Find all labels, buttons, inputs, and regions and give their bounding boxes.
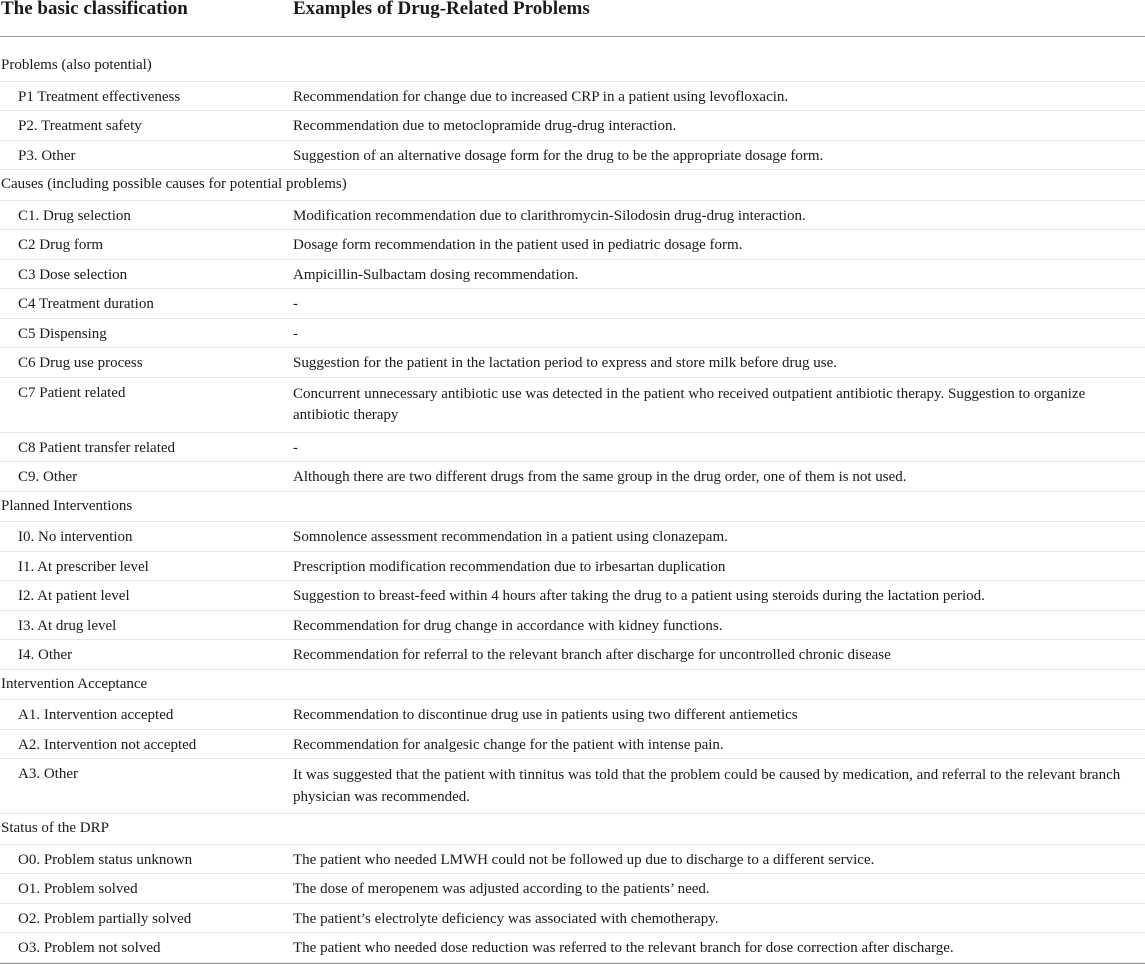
table-row — [0, 933, 1145, 963]
classification-cell: O2. Problem partially solved — [18, 910, 192, 927]
example-cell: - — [293, 439, 298, 456]
table-row — [0, 904, 1145, 934]
classification-cell: I4. Other — [18, 647, 73, 663]
example-cell: Recommendation for referral to the relevant branch after discharge for uncontrolled chronic disease — [293, 647, 891, 663]
table-row — [0, 700, 1145, 730]
classification-cell: C7 Patient related — [18, 384, 126, 401]
table-row — [0, 640, 1145, 670]
section-row — [0, 51, 1145, 82]
section-row — [0, 670, 1145, 701]
classification-cell: A1. Intervention accepted — [18, 707, 174, 723]
classification-cell: P2. Treatment safety — [18, 118, 142, 134]
classification-cell: A3. Other — [18, 766, 78, 782]
classification-cell: C8 Patient transfer related — [18, 439, 176, 456]
section-title: Intervention Acceptance — [1, 675, 148, 692]
table-body — [0, 37, 1145, 963]
table-row — [0, 82, 1145, 112]
classification-cell: O0. Problem status unknown — [18, 851, 193, 868]
table-row — [0, 611, 1145, 641]
classification-cell: O3. Problem not solved — [18, 940, 161, 956]
example-cell: Suggestion for the patient in the lactation period to express and store milk before drug use. — [293, 355, 838, 371]
table-row — [0, 111, 1145, 141]
column-header-classification: The basic classification — [1, 0, 188, 19]
section-title: Status of the DRP — [1, 820, 109, 836]
example-cell: Dosage form recommendation in the patient used in pediatric dosage form. — [293, 237, 743, 253]
example-cell: Somnolence assessment recommendation in a patient using clonazepam. — [293, 529, 728, 545]
table-row — [0, 289, 1145, 319]
table-row — [0, 581, 1145, 611]
example-cell: The patient who needed LMWH could not be followed up due to discharge to a different service. — [293, 851, 875, 868]
table-row — [0, 260, 1145, 290]
table-bottom-rule — [0, 963, 1145, 964]
classification-cell: A2. Intervention not accepted — [18, 736, 197, 753]
section-row — [0, 170, 1145, 201]
classification-cell: I3. At drug level — [18, 617, 117, 634]
example-cell: The patient who needed dose reduction was referred to the relevant branch for dose correction after discharge. — [293, 940, 954, 956]
table-row — [0, 348, 1145, 378]
example-cell: Recommendation for analgesic change for the patient with intense pain. — [293, 736, 724, 753]
example-cell: The patient’s electrolyte deficiency was associated with chemotherapy. — [293, 910, 719, 927]
classification-cell: C9. Other — [18, 469, 78, 485]
table-row — [0, 378, 1145, 433]
table-row — [0, 319, 1145, 349]
example-cell: Recommendation for change due to increased CRP in a patient using levofloxacin. — [293, 88, 789, 105]
table-row — [0, 552, 1145, 582]
classification-cell: C5 Dispensing — [18, 325, 107, 342]
classification-cell: I2. At patient level — [18, 588, 130, 604]
example-cell: Recommendation for drug change in accordance with kidney functions. — [293, 617, 723, 634]
table-row — [0, 433, 1145, 463]
column-header-examples: Examples of Drug-Related Problems — [293, 0, 590, 19]
table-row — [0, 730, 1145, 760]
classification-cell: I1. At prescriber level — [18, 558, 149, 575]
table-row — [0, 522, 1145, 552]
classification-cell: C2 Drug form — [18, 237, 103, 253]
table-row — [0, 874, 1145, 904]
example-cell: Suggestion of an alternative dosage form for the drug to be the appropriate dosage form. — [293, 147, 824, 164]
classification-cell: O1. Problem solved — [18, 881, 138, 897]
section-row — [0, 814, 1145, 845]
table-row — [0, 230, 1145, 260]
classification-cell: P3. Other — [18, 147, 76, 164]
classification-cell: C1. Drug selection — [18, 207, 131, 224]
classification-cell: P1 Treatment effectiveness — [18, 88, 181, 105]
example-cell: Ampicillin-Sulbactam dosing recommendation. — [293, 266, 579, 283]
example-cell: Although there are two different drugs from the same group in the drug order, one of them is not used. — [293, 469, 907, 485]
table-row — [0, 759, 1145, 814]
example-cell: Recommendation due to metoclopramide drug-drug interaction. — [293, 118, 677, 134]
section-title: Causes (including possible causes for potential problems) — [1, 176, 347, 192]
section-title: Planned Interventions — [1, 497, 133, 514]
example-cell: - — [293, 325, 298, 342]
classification-cell: C3 Dose selection — [18, 266, 128, 283]
table-row — [0, 201, 1145, 231]
section-row — [0, 492, 1145, 523]
table-row — [0, 845, 1145, 875]
classification-cell: C4 Treatment duration — [18, 296, 154, 312]
table-row — [0, 462, 1145, 492]
example-cell: Suggestion to breast-feed within 4 hours after taking the drug to a patient using steroids during the lactation period. — [293, 588, 985, 604]
classification-cell: I0. No intervention — [18, 529, 133, 545]
section-title: Problems (also potential) — [1, 57, 152, 73]
classification-cell: C6 Drug use process — [18, 355, 143, 371]
example-cell: It was suggested that the patient with tinnitus was told that the problem could be caused by medication, and referral to the relevant branch physician was recommended. — [293, 767, 1121, 805]
example-cell: Recommendation to discontinue drug use in patients using two different antiemetics — [293, 707, 798, 723]
example-cell: - — [293, 296, 298, 312]
example-cell: Prescription modification recommendation due to irbesartan duplication — [293, 558, 726, 575]
example-cell: Concurrent unnecessary antibiotic use was detected in the patient who received outpatient antibiotic therapy. Suggestion to organize antibiotic therapy — [293, 385, 1086, 423]
example-cell: The dose of meropenem was adjusted according to the patients’ need. — [293, 881, 710, 897]
table-row — [0, 141, 1145, 171]
example-cell: Modification recommendation due to clarithromycin-Silodosin drug-drug interaction. — [293, 207, 806, 224]
table-header — [0, 0, 1145, 37]
